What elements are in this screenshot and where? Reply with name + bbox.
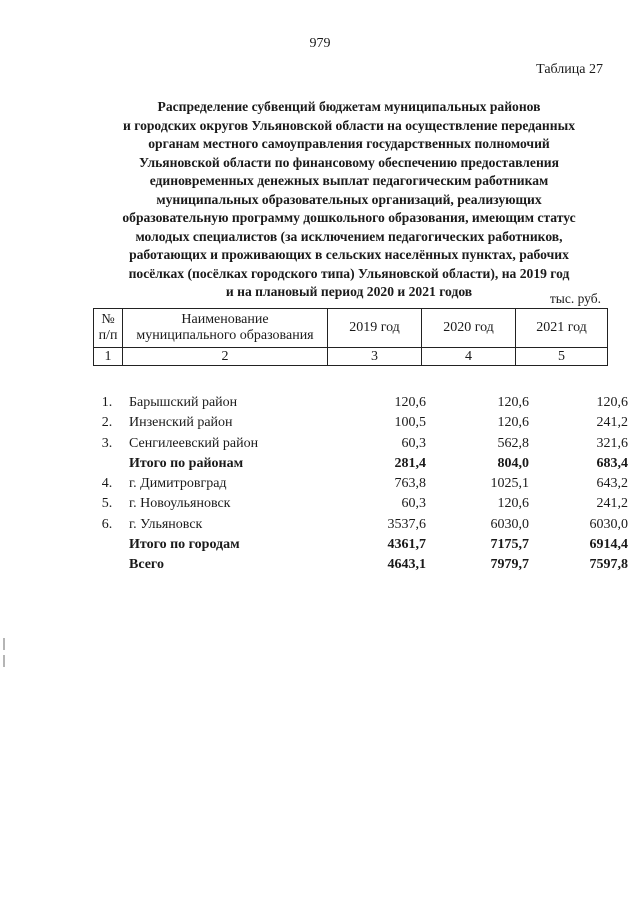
value-2020: 120,6 bbox=[497, 415, 529, 431]
title-line: единовременных денежных выплат педагогическим работникам bbox=[149, 173, 549, 188]
title-line: органам местного самоуправления государственных полномочий bbox=[148, 136, 550, 151]
title-line: и на плановый период 2020 и 2021 годов bbox=[225, 284, 473, 299]
title-line: посёлках (посёлках городского типа) Ульяновской области), на 2019 год bbox=[128, 265, 570, 281]
title-line: и городских округов Ульяновской области на осуществление переданных bbox=[123, 117, 575, 133]
value-2019: 763,8 bbox=[394, 476, 426, 492]
column-number-row bbox=[94, 348, 608, 366]
value-2021: 120,6 bbox=[596, 395, 628, 410]
municipality-name: Инзенский район bbox=[129, 415, 233, 431]
municipality-name: г. Ульяновск bbox=[129, 516, 203, 532]
table-row bbox=[93, 413, 632, 433]
value-2020: 7175,7 bbox=[490, 537, 529, 553]
header-name-line1: Наименование bbox=[181, 312, 269, 327]
value-2020: 7979,7 bbox=[490, 557, 529, 573]
header-name-line2: муниципального образования bbox=[136, 328, 314, 343]
row-number: 4. bbox=[101, 476, 113, 492]
row-number: 3. bbox=[101, 435, 113, 451]
table-row bbox=[93, 474, 632, 494]
table-row bbox=[93, 494, 632, 514]
header-number-cell bbox=[94, 309, 123, 348]
title-line: работающих и проживающих в сельских населённых пунктах, рабочих bbox=[129, 247, 569, 262]
table-header-grid bbox=[93, 308, 608, 366]
column-number: 2 bbox=[123, 348, 328, 366]
title-line: муниципальных образовательных организаций, реализующих bbox=[156, 191, 542, 207]
title-line: молодых специалистов (за исключением педагогических работников, bbox=[135, 228, 563, 244]
value-2019: 60,3 bbox=[401, 496, 426, 512]
value-2021: 6914,4 bbox=[589, 537, 628, 553]
municipality-name: г. Новоульяновск bbox=[129, 496, 231, 512]
header-row bbox=[94, 309, 608, 348]
value-2020: 562,8 bbox=[497, 435, 529, 451]
row-number: 6. bbox=[101, 516, 113, 532]
table-row bbox=[93, 515, 632, 535]
municipality-name: Барышский район bbox=[129, 395, 238, 410]
subtotal-row bbox=[93, 535, 632, 555]
value-2021: 241,2 bbox=[596, 496, 628, 512]
value-2020: 1025,1 bbox=[490, 476, 529, 492]
table-row bbox=[93, 434, 632, 454]
value-2019: 4643,1 bbox=[387, 557, 426, 573]
value-2020: 120,6 bbox=[497, 496, 529, 512]
value-2019: 281,4 bbox=[394, 455, 426, 471]
document-title bbox=[88, 98, 610, 302]
row-number bbox=[93, 555, 121, 575]
title-line: Распределение субвенций бюджетам муниципальных районов bbox=[157, 99, 541, 114]
value-2019: 60,3 bbox=[401, 435, 426, 451]
value-2021: 683,4 bbox=[596, 455, 628, 471]
row-number bbox=[93, 454, 121, 474]
value-2021: 321,6 bbox=[596, 435, 628, 451]
page-number: 979 bbox=[309, 36, 331, 51]
scan-margin-mark bbox=[3, 655, 5, 667]
value-2021: 643,2 bbox=[596, 476, 628, 492]
data-table-body bbox=[93, 393, 632, 576]
header-number-line1: № bbox=[101, 312, 115, 327]
row-number: 5. bbox=[101, 496, 113, 512]
value-2020: 120,6 bbox=[497, 395, 529, 410]
value-2021: 241,2 bbox=[596, 415, 628, 431]
row-number: 2. bbox=[101, 415, 113, 431]
value-2019: 3537,6 bbox=[387, 516, 426, 532]
header-number-line2: п/п bbox=[98, 328, 118, 343]
title-line: образовательную программу дошкольного образования, имеющим статус bbox=[122, 210, 576, 225]
table-row bbox=[93, 393, 632, 413]
column-number: 4 bbox=[422, 348, 516, 366]
value-2019: 120,6 bbox=[394, 395, 426, 410]
row-number bbox=[93, 535, 121, 555]
value-2020: 804,0 bbox=[497, 455, 529, 471]
row-number: 1. bbox=[101, 395, 113, 410]
subtotal-label: Итого по районам bbox=[129, 455, 244, 471]
subtotal-row bbox=[93, 454, 632, 474]
table-label: Таблица 27 bbox=[536, 62, 603, 77]
column-number: 5 bbox=[516, 348, 608, 366]
column-number: 1 bbox=[94, 348, 123, 366]
value-2019: 4361,7 bbox=[387, 537, 426, 553]
municipality-name: г. Димитровград bbox=[129, 476, 227, 492]
subtotal-label: Итого по городам bbox=[129, 537, 240, 553]
column-number: 3 bbox=[328, 348, 422, 366]
municipality-name: Сенгилеевский район bbox=[129, 435, 259, 451]
value-2020: 6030,0 bbox=[490, 516, 529, 532]
units-label: тыс. руб. bbox=[549, 291, 601, 306]
total-label: Всего bbox=[129, 557, 164, 573]
header-name-cell bbox=[123, 309, 328, 348]
total-row bbox=[93, 555, 632, 575]
title-line: Ульяновской области по финансовому обеспечению предоставления bbox=[139, 154, 559, 170]
header-2020: 2020 год bbox=[422, 309, 516, 348]
value-2021: 6030,0 bbox=[589, 516, 628, 532]
scan-margin-mark bbox=[3, 638, 5, 650]
header-2019: 2019 год bbox=[328, 309, 422, 348]
header-2021: 2021 год bbox=[516, 309, 608, 348]
value-2021: 7597,8 bbox=[589, 557, 628, 573]
value-2019: 100,5 bbox=[394, 415, 426, 431]
